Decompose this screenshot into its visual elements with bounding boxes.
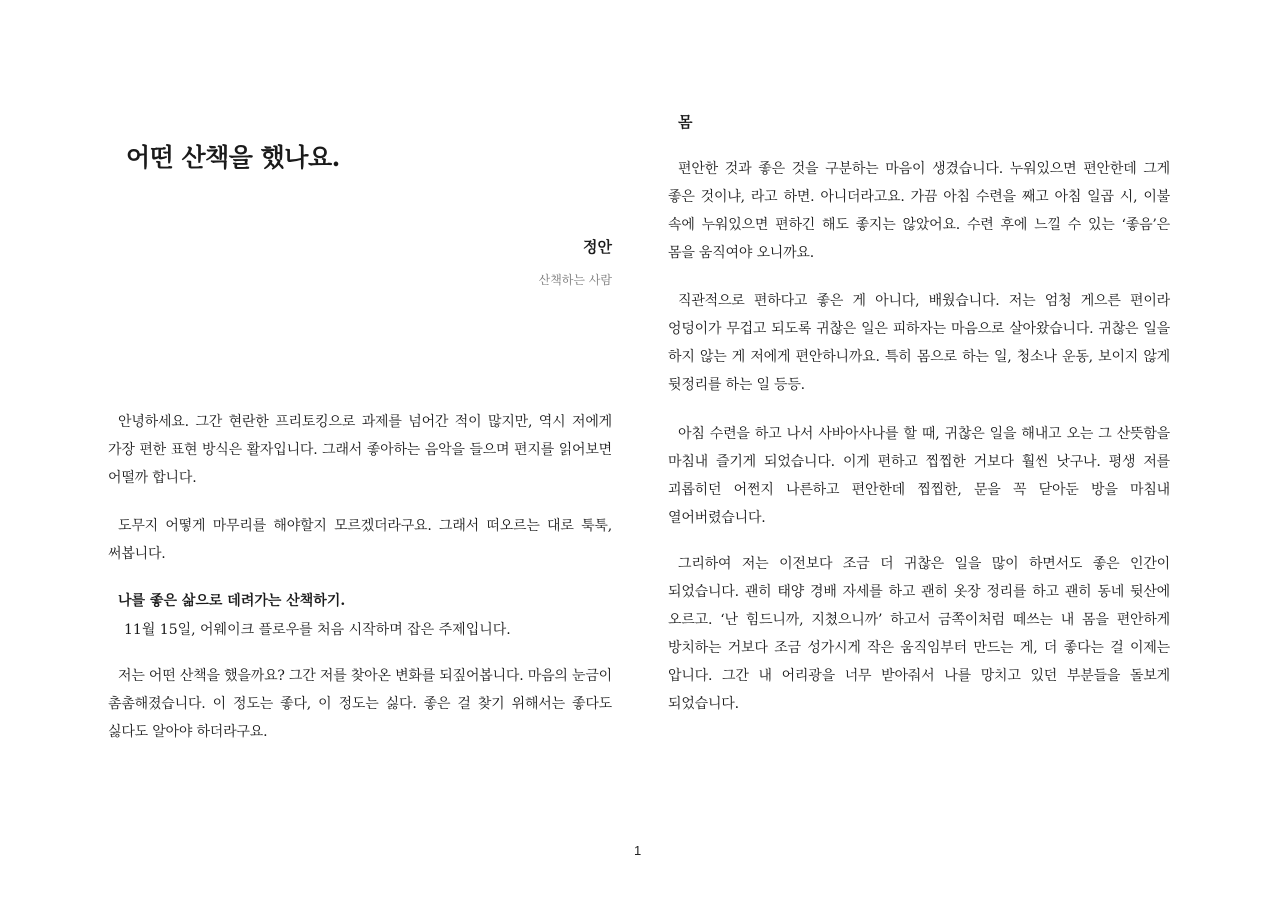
dateline: 11월 15일, 어웨이크 플로우를 처음 시작하며 잡은 주제입니다. (124, 622, 511, 638)
paragraph-text: 직관적으로 편하다고 좋은 게 아니다, 배웠습니다. 저는 엄청 게으른 편이라 엉덩이가 무겁고 되도록 귀찮은 일은 피하자는 마음으로 살아왔습니다. 귀찮은 일을 하지 않는 게 저에게 편안하니까요. 특히 몸으로 하는 일, 청소나 운동, 보이지 않게 뒷정리를 하는 일 등등. (668, 293, 1170, 393)
left-page (108, 0, 612, 906)
right-page (668, 0, 1170, 906)
paragraph-reflection (108, 662, 612, 746)
author-name: 정안 (583, 238, 612, 256)
paragraph-body-2 (668, 287, 1170, 399)
paragraph-text: 편안한 것과 좋은 것을 구분하는 마음이 생겼습니다. 누워있으면 편안한데 그게 좋은 것이냐, 라고 하면. 아니더라고요. 가끔 아침 수련을 째고 아침 일곱 시, 이불 속에 누워있으면 편하긴 해도 좋지는 않았어요. 수련 후에 느낄 수 있는 ‘좋음’은 몸을 움직여야 오니까요. (668, 161, 1170, 261)
document-title: 어떤 산책을 했나요. (126, 143, 340, 172)
paragraph-text: 도무지 어떻게 마무리를 해야할지 모르겠더라구요. 그래서 떠오르는 대로 툭툭, 써봅니다. (108, 518, 612, 562)
paragraph-text: 그리하여 저는 이전보다 조금 더 귀찮은 일을 많이 하면서도 좋은 인간이 되었습니다. 괜히 태양 경배 자세를 하고 괜히 옷장 정리를 하고 괜히 동네 뒷산에 오르고. ‘난 힘드니까, 지쳤으니까’ 하고서 금쪽이처럼 떼쓰는 내 몸을 편안하게 방치하는 거보다 조금 성가시게 작은 움직임부터 만드는 게, 더 좋다는 걸 이제는 압니다. 그간 내 어리광을 너무 받아줘서 나를 망치고 있던 부분들을 돌보게 되었습니다. (668, 556, 1170, 712)
paragraph-text: 아침 수련을 하고 나서 사바아사나를 할 때, 귀찮은 일을 해내고 오는 그 산뜻함을 마침내 즐기게 되었습니다. 이게 편하고 찝찝한 거보다 훨씬 낫구나. 평생 저를 괴롭히던 어쩐지 나른하고 편안한데 찝찝한, 문을 꼭 닫아둔 방을 마침내 열어버렸습니다. (668, 426, 1170, 526)
paragraph-greeting (108, 408, 612, 492)
section-heading: 몸 (678, 113, 693, 131)
paragraph-text: 안녕하세요. 그간 현란한 프리토킹으로 과제를 넘어간 적이 많지만, 역시 저에게 가장 편한 표현 방식은 활자입니다. 그래서 좋아하는 음악을 들으며 편지를 읽어보면 어떨까 합니다. (108, 414, 612, 486)
paragraph-body-3 (668, 420, 1170, 532)
page-number: 1 (634, 843, 642, 858)
paragraph-body-1 (668, 155, 1170, 267)
paragraph-text: 저는 어떤 산책을 했을까요? 그간 저를 찾아온 변화를 되짚어봅니다. 마음의 눈금이 촘촘해졌습니다. 이 정도는 좋다, 이 정도는 싫다. 좋은 걸 찾기 위해서는 좋다도 싫다도 알아야 하더라구요. (108, 668, 612, 740)
paragraph-ending (108, 512, 612, 568)
paragraph-body-4 (668, 550, 1170, 718)
theme-subheading: 나를 좋은 삶으로 데려가는 산책하기. (118, 593, 346, 609)
author-subtitle: 산책하는 사람 (538, 273, 612, 287)
